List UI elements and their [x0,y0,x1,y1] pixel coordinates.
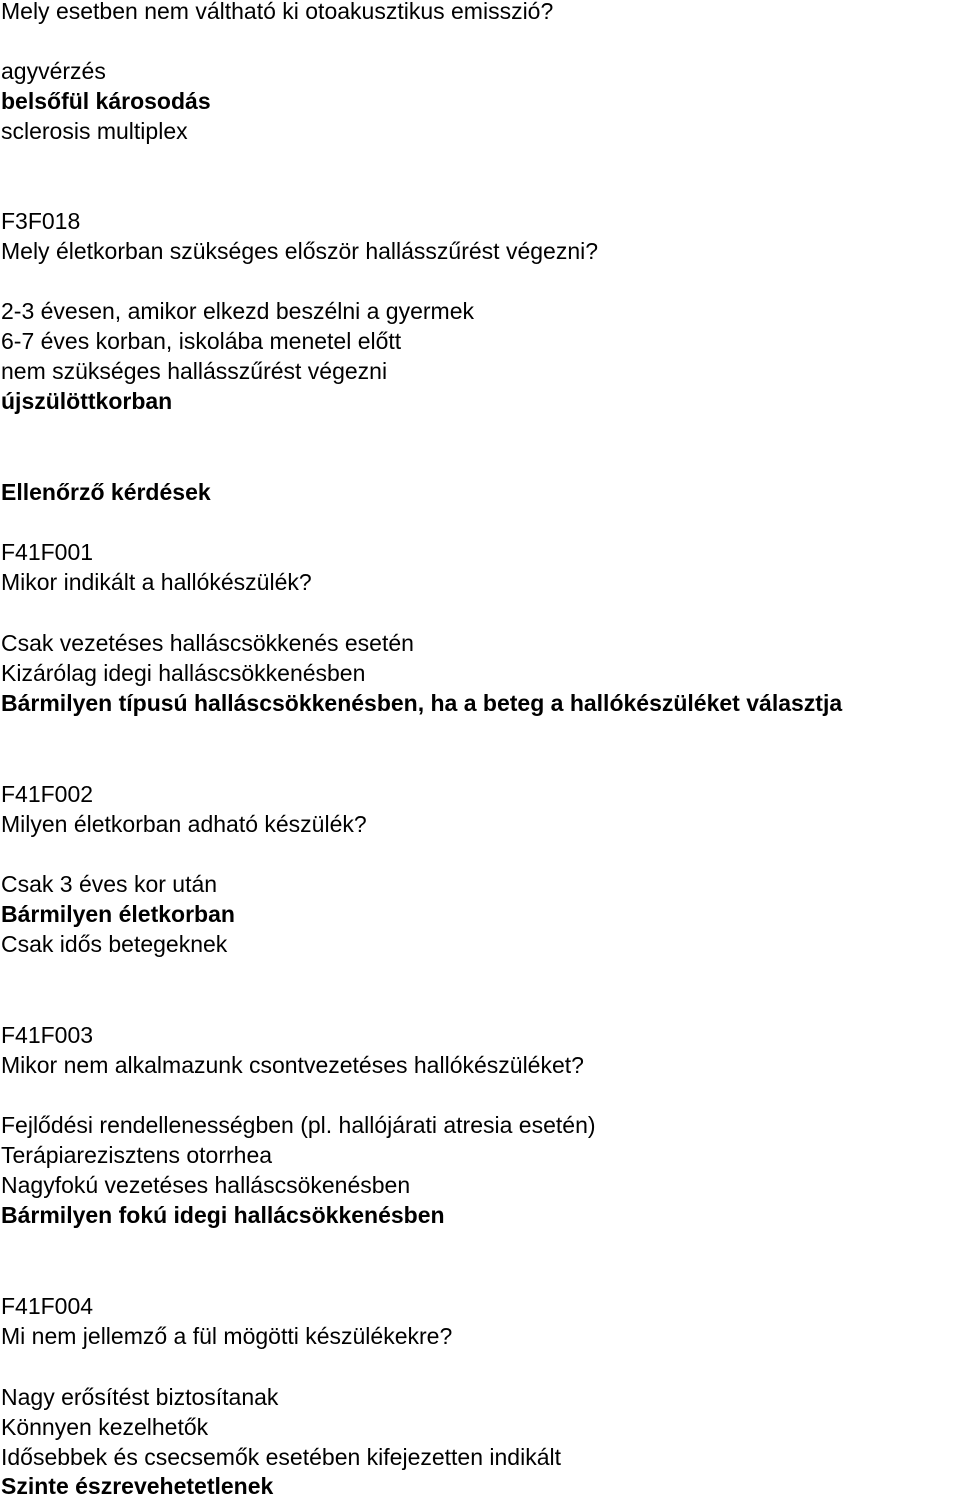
correct-answer-option: belsőfül károsodás [1,88,211,114]
correct-answer-option: újszülöttkorban [1,388,173,414]
answer-option: agyvérzés [1,58,106,84]
answer-option: sclerosis multiplex [1,118,188,144]
answer-option: Idősebbek és csecsemők esetében kifejezetten indikált [1,1444,561,1470]
question-code: F41F001 [1,539,94,565]
section-title: Ellenőrző kérdések [1,479,211,505]
question-text: Mikor indikált a hallókészülék? [1,569,312,595]
question-text: Mikor nem alkalmazunk csontvezetéses hallókészüléket? [1,1052,584,1078]
question-text: Mely esetben nem váltható ki otoakusztikus emisszió? [1,0,554,24]
answer-option: Nagyfokú vezetéses halláscsökenésben [1,1172,411,1198]
answer-option: nem szükséges hallásszűrést végezni [1,358,388,384]
question-text: Mely életkorban szükséges először hallásszűrést végezni? [1,238,599,264]
answer-option: Csak idős betegeknek [1,931,228,957]
question-code: F41F002 [1,781,94,807]
correct-answer-option: Bármilyen típusú halláscsökkenésben, ha a beteg a hallókészüléket választja [1,690,843,716]
answer-option: 2-3 évesen, amikor elkezd beszélni a gyermek [1,298,475,324]
answer-option: Kizárólag idegi halláscsökkenésben [1,660,366,686]
question-text: Milyen életkorban adható készülék? [1,811,367,837]
question-code: F3F018 [1,208,81,234]
correct-answer-option: Bármilyen életkorban [1,901,235,927]
correct-answer-option: Bármilyen fokú idegi hallácsökkenésben [1,1202,445,1228]
question-code: F41F003 [1,1022,94,1048]
question-text: Mi nem jellemző a fül mögötti készülékekre? [1,1323,453,1349]
answer-option: Terápiarezisztens otorrhea [1,1142,273,1168]
question-code: F41F004 [1,1293,94,1319]
answer-option: Csak 3 éves kor után [1,871,218,897]
answer-option: Csak vezetéses halláscsökkenés esetén [1,630,414,656]
correct-answer-option: Szinte észrevehetetlenek [1,1473,274,1499]
answer-option: 6-7 éves korban, iskolába menetel előtt [1,328,402,354]
answer-option: Fejlődési rendellenességben (pl. hallójárati atresia esetén) [1,1112,596,1138]
answer-option: Nagy erősítést biztosítanak [1,1384,279,1410]
answer-option: Könnyen kezelhetők [1,1414,209,1440]
